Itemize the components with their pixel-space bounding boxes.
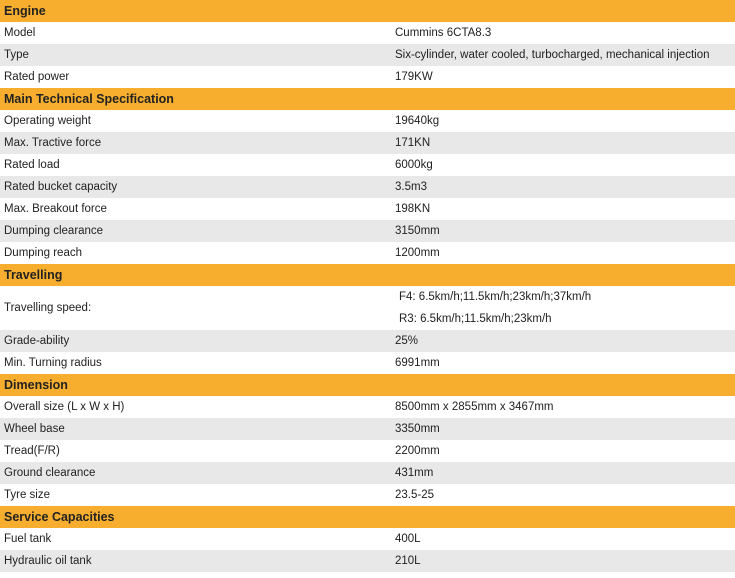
spec-label: Max. Breakout force [4, 203, 107, 215]
spec-row [0, 66, 735, 88]
spec-label: Rated bucket capacity [0, 176, 391, 198]
spec-value: 6991mm [395, 357, 440, 369]
spec-value: 23.5-25 [395, 489, 435, 501]
section-title: Dimension [0, 374, 735, 396]
spec-row [0, 440, 735, 462]
spec-value: 25% [391, 330, 735, 352]
spec-value: 8500mm x 2855mm x 3467mm [395, 401, 554, 413]
spec-value: F4: 6.5km/h;11.5km/h;23km/h;37km/h [399, 291, 592, 303]
spec-row [0, 286, 735, 330]
spec-label: Model [4, 27, 36, 39]
spec-row [0, 330, 735, 352]
spec-label: Max. Tractive force [0, 132, 391, 154]
spec-value: 3350mm [391, 418, 735, 440]
spec-label: Travelling speed: [4, 302, 92, 314]
spec-value: 179KW [395, 71, 433, 83]
spec-label: Ground clearance [0, 462, 391, 484]
spec-value: 198KN [395, 203, 431, 215]
spec-label: Wheel base [0, 418, 391, 440]
section-header [0, 374, 735, 396]
spec-label: Fuel tank [4, 533, 52, 545]
spec-row [0, 550, 735, 572]
spec-value: 431mm [391, 462, 735, 484]
spec-label: Grade-ability [0, 330, 391, 352]
spec-value: Cummins 6CTA8.3 [395, 27, 492, 39]
spec-value: 1200mm [395, 247, 440, 259]
spec-value: R3: 6.5km/h;11.5km/h;23km/h [399, 313, 552, 325]
section-header [0, 0, 735, 22]
spec-label: Tread(F/R) [4, 445, 60, 457]
spec-label: Tyre size [4, 489, 51, 501]
spec-row [0, 44, 735, 66]
spec-row [0, 198, 735, 220]
spec-label: Rated load [4, 159, 60, 171]
spec-label: Overall size (L x W x H) [4, 401, 125, 413]
spec-row [0, 418, 735, 440]
spec-row [0, 110, 735, 132]
spec-value: 400L [395, 533, 421, 545]
spec-value-group [391, 286, 735, 330]
section-title: Main Technical Specification [0, 88, 735, 110]
spec-row [0, 396, 735, 418]
section-title: Travelling [0, 264, 735, 286]
spec-value: 19640kg [395, 115, 440, 127]
spec-value: 210L [391, 550, 735, 572]
spec-label: Hydraulic oil tank [0, 550, 391, 572]
spec-row [0, 462, 735, 484]
spec-label: Type [0, 44, 391, 66]
section-header [0, 88, 735, 110]
section-title: Engine [0, 0, 735, 22]
spec-value: 3150mm [391, 220, 735, 242]
spec-row [0, 352, 735, 374]
section-header [0, 506, 735, 528]
spec-row [0, 484, 735, 506]
spec-label: Min. Turning radius [4, 357, 102, 369]
section-title: Service Capacities [0, 506, 735, 528]
spec-row [0, 176, 735, 198]
spec-row [0, 242, 735, 264]
spec-row [0, 220, 735, 242]
spec-label: Rated power [4, 71, 70, 83]
spec-row [0, 22, 735, 44]
section-header [0, 264, 735, 286]
spec-value: Six-cylinder, water cooled, turbocharged, mechanical injection [391, 44, 735, 66]
spec-value: 171KN [391, 132, 735, 154]
spec-label: Dumping clearance [0, 220, 391, 242]
spec-row [0, 154, 735, 176]
spec-row [0, 132, 735, 154]
spec-label: Dumping reach [4, 247, 82, 259]
spec-row [0, 528, 735, 550]
spec-value: 2200mm [395, 445, 440, 457]
spec-value: 6000kg [395, 159, 433, 171]
spec-label: Operating weight [4, 115, 91, 127]
spec-value: 3.5m3 [391, 176, 735, 198]
